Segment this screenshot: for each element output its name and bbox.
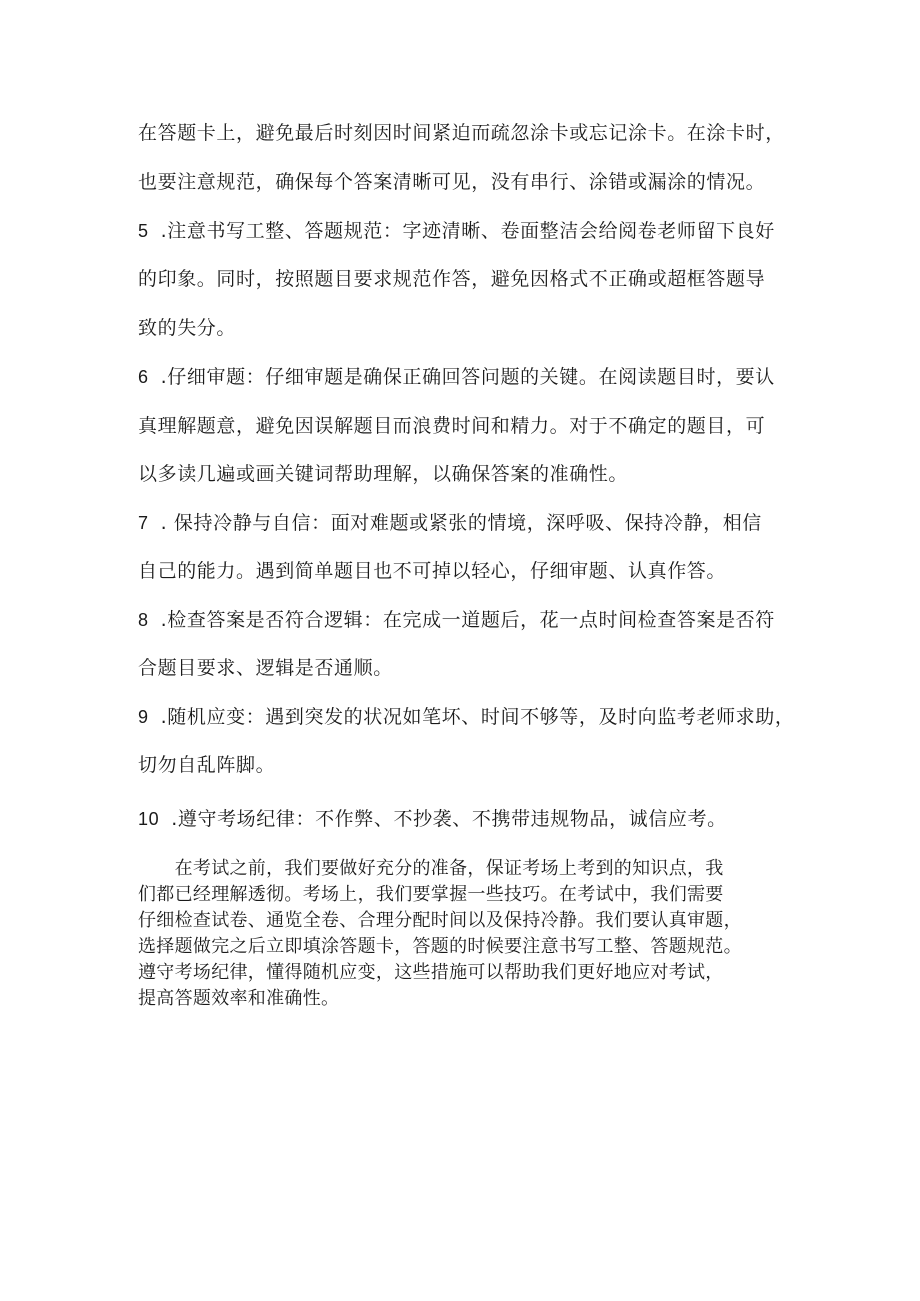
summary-line: 遵守考场纪律，懂得随机应变，这些措施可以帮助我们更好地应对考试， <box>138 962 724 983</box>
list-item-8 <box>138 607 775 633</box>
list-item-9 <box>138 704 794 730</box>
item-text: .注意书写工整、答题规范：字迹清晰、卷面整洁会给阅卷老师留下良好 <box>160 220 775 242</box>
paragraph-line: 切勿自乱阵脚。 <box>138 754 276 776</box>
list-item-6 <box>138 364 775 390</box>
paragraph-line: 也要注意规范，确保每个答案清晰可见，没有串行、涂错或漏涂的情况。 <box>138 171 766 193</box>
summary-line: 在考试之前，我们要做好充分的准备，保证考场上考到的知识点，我 <box>138 858 724 879</box>
summary-line: 选择题做完之后立即填涂答题卡，答题的时候要注意书写工整、答题规范。 <box>138 936 742 957</box>
list-item-10 <box>138 806 727 832</box>
paragraph-line: 的印象。同时，按照题目要求规范作答，避免因格式不正确或超框答题导 <box>138 268 766 290</box>
summary-line: 们都已经理解透彻。考场上，我们要掌握一些技巧。在考试中，我们需要 <box>138 884 724 905</box>
paragraph-line: 在答题卡上，避免最后时刻因时间紧迫而疏忽涂卡或忘记涂卡。在涂卡时， <box>138 122 785 144</box>
item-text: .仔细审题：仔细审题是确保正确回答问题的关键。在阅读题目时，要认 <box>160 366 775 388</box>
item-number: 9 <box>138 707 149 727</box>
paragraph-line: 真理解题意，避免因误解题目而浪费时间和精力。对于不确定的题目，可 <box>138 415 766 437</box>
list-item-7 <box>138 510 762 536</box>
item-number: 10 <box>138 809 160 829</box>
paragraph-line: 致的失分。 <box>138 317 237 339</box>
item-text: . 保持冷静与自信：面对难题或紧张的情境，深呼吸、保持冷静，相信 <box>160 512 762 534</box>
item-text: .随机应变：遇到突发的状况如笔坏、时间不够等，及时向监考老师求助， <box>160 706 795 728</box>
paragraph-line: 以多读几遍或画关键词帮助理解，以确保答案的准确性。 <box>138 463 629 485</box>
item-number: 6 <box>138 367 149 387</box>
item-number: 5 <box>138 221 149 241</box>
paragraph-line: 自己的能力。遇到简单题目也不可掉以轻心，仔细审题、认真作答。 <box>138 560 727 582</box>
item-text: .检查答案是否符合逻辑：在完成一道题后，花一点时间检查答案是否符 <box>160 609 775 631</box>
list-item-5 <box>138 218 775 244</box>
summary-paragraph <box>138 856 798 1012</box>
item-number: 8 <box>138 610 149 630</box>
summary-line: 仔细检查试卷、通览全卷、合理分配时间以及保持冷静。我们要认真审题， <box>138 910 742 931</box>
summary-line: 提高答题效率和准确性。 <box>138 988 340 1009</box>
paragraph-line: 合题目要求、逻辑是否通顺。 <box>138 657 393 679</box>
item-number: 7 <box>138 513 149 533</box>
item-text: .遵守考场纪律：不作弊、不抄袭、不携带违规物品，诚信应考。 <box>171 808 727 830</box>
